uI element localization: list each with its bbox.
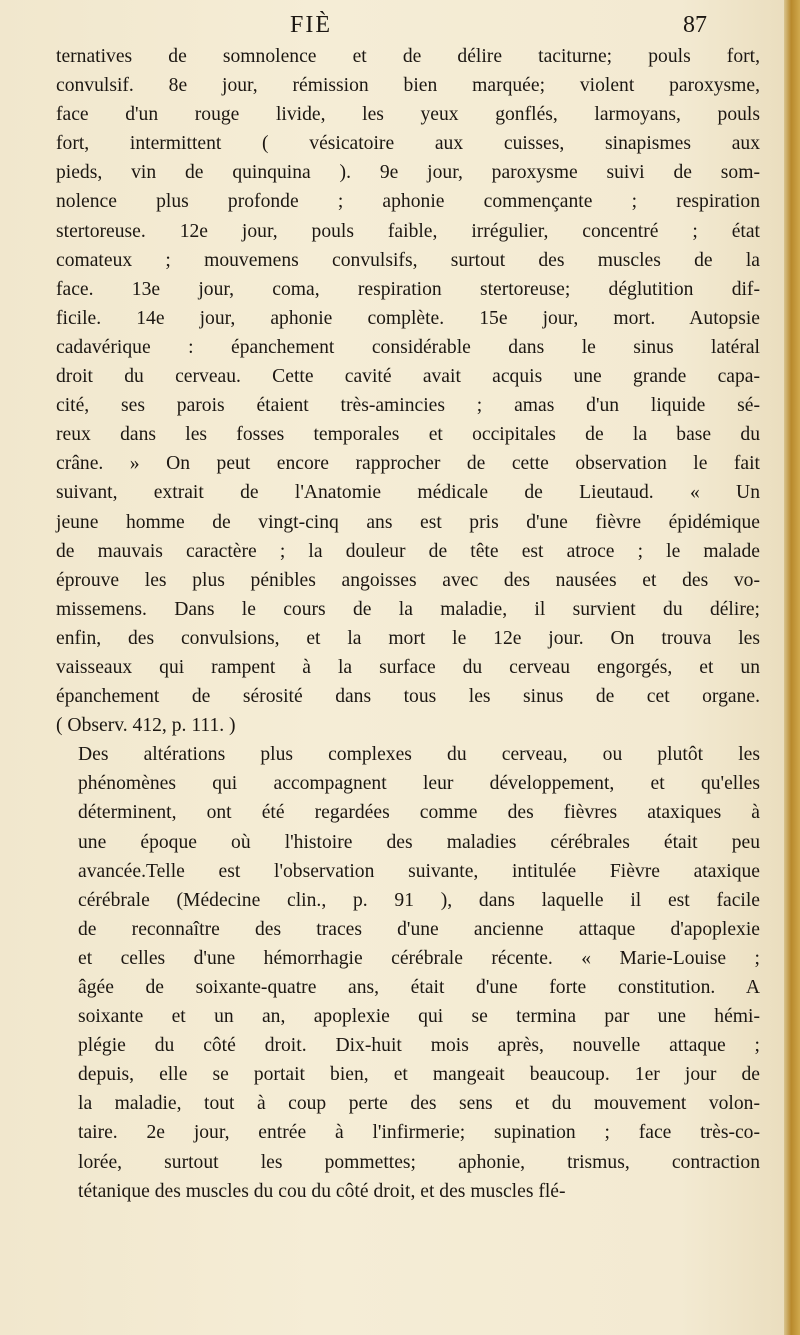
text-line: reux dans les fosses temporales et occipitales de la base du [56,424,760,446]
running-header [0,12,780,38]
text-line: la maladie, tout à coup perte des sens et du mouvement volon- [78,1093,760,1115]
text-line: de reconnaître des traces d'une ancienne attaque d'apoplexie [78,918,760,940]
paragraph-ataxic-fevers [56,740,760,1206]
text-line: âgée de soixante-quatre ans, était d'une forte constitution. A [78,977,760,998]
text-line: fort, intermittent ( vésicatoire aux cuisses, sinapismes aux [56,133,760,155]
text-line: vaisseaux qui rampent à la surface du cerveau engorgés, et un [56,656,760,678]
page-number: 87 [683,12,707,38]
text-line: convulsif. 8e jour, rémission bien marquée; violent paroxysme, [56,75,760,97]
text-line: pieds, vin de quinquina ). 9e jour, paroxysme suivi de som- [56,162,760,184]
text-line: lorée, surtout les pommettes; aphonie, trismus, contraction [78,1151,760,1173]
text-line: suivant, extrait de l'Anatomie médicale de Lieutaud. « Un [56,482,760,504]
text-line: avancée.Telle est l'observation suivante, intitulée Fièvre ataxique [78,860,760,882]
text-line: épanchement de sérosité dans tous les sinus de cet organe. [56,686,760,708]
text-line: face. 13e jour, coma, respiration stertoreuse; déglutition dif- [56,278,760,300]
paragraph-case-report [56,42,760,740]
text-line: crâne. » On peut encore rapprocher de cette observation le fait [56,453,760,475]
text-line: déterminent, ont été regardées comme des fièvres ataxiques à [78,802,760,824]
text-line: phénomènes qui accompagnent leur développement, et qu'elles [78,773,760,795]
text-line: jeune homme de vingt-cinq ans est pris d'une fièvre épidémique [56,511,760,533]
text-line: tétanique des muscles du cou du côté droit, et des muscles flé- [78,1180,566,1202]
text-line: soixante et un an, apoplexie qui se termina par une hémi- [78,1006,760,1028]
text-line: droit du cerveau. Cette cavité avait acquis une grande capa- [56,366,760,388]
text-line: comateux ; mouvemens convulsifs, surtout des muscles de la [56,249,760,271]
page-edge [784,0,800,1335]
text-line: cérébrale (Médecine clin., p. 91 ), dans laquelle il est facile [78,889,760,911]
body-text [56,42,760,1206]
running-title: FIÈ [290,12,332,38]
text-line: ( Observ. 412, p. 111. ) [56,715,236,737]
text-line: une époque où l'histoire des maladies cérébrales était peu [78,831,760,853]
text-line: plégie du côté droit. Dix-huit mois après, nouvelle attaque ; [78,1035,760,1057]
text-line: face d'un rouge livide, les yeux gonflés, larmoyans, pouls [56,104,760,126]
text-line: éprouve les plus pénibles angoisses avec des nausées et des vo- [56,569,760,591]
text-line: taire. 2e jour, entrée à l'infirmerie; supination ; face très-co- [78,1122,760,1144]
text-line: ficile. 14e jour, aphonie complète. 15e jour, mort. Autopsie [56,307,760,329]
text-line: nolence plus profonde ; aphonie commençante ; respiration [56,191,760,213]
text-line: ternatives de somnolence et de délire taciturne; pouls fort, [56,46,760,67]
text-line: Des altérations plus complexes du cerveau, ou plutôt les [78,744,760,766]
text-line: missemens. Dans le cours de la maladie, il survient du délire; [56,598,760,620]
text-line: cité, ses parois étaient très-amincies ; amas d'un liquide sé- [56,395,760,417]
text-line: et celles d'une hémorrhagie cérébrale récente. « Marie-Louise ; [78,947,760,969]
text-line: cadavérique : épanchement considérable dans le sinus latéral [56,336,760,358]
text-line: stertoreuse. 12e jour, pouls faible, irrégulier, concentré ; état [56,220,760,242]
text-line: de mauvais caractère ; la douleur de tête est atroce ; le malade [56,540,760,562]
text-line: depuis, elle se portait bien, et mangeait beaucoup. 1er jour de [78,1064,760,1086]
text-line: enfin, des convulsions, et la mort le 12e jour. On trouva les [56,627,760,649]
